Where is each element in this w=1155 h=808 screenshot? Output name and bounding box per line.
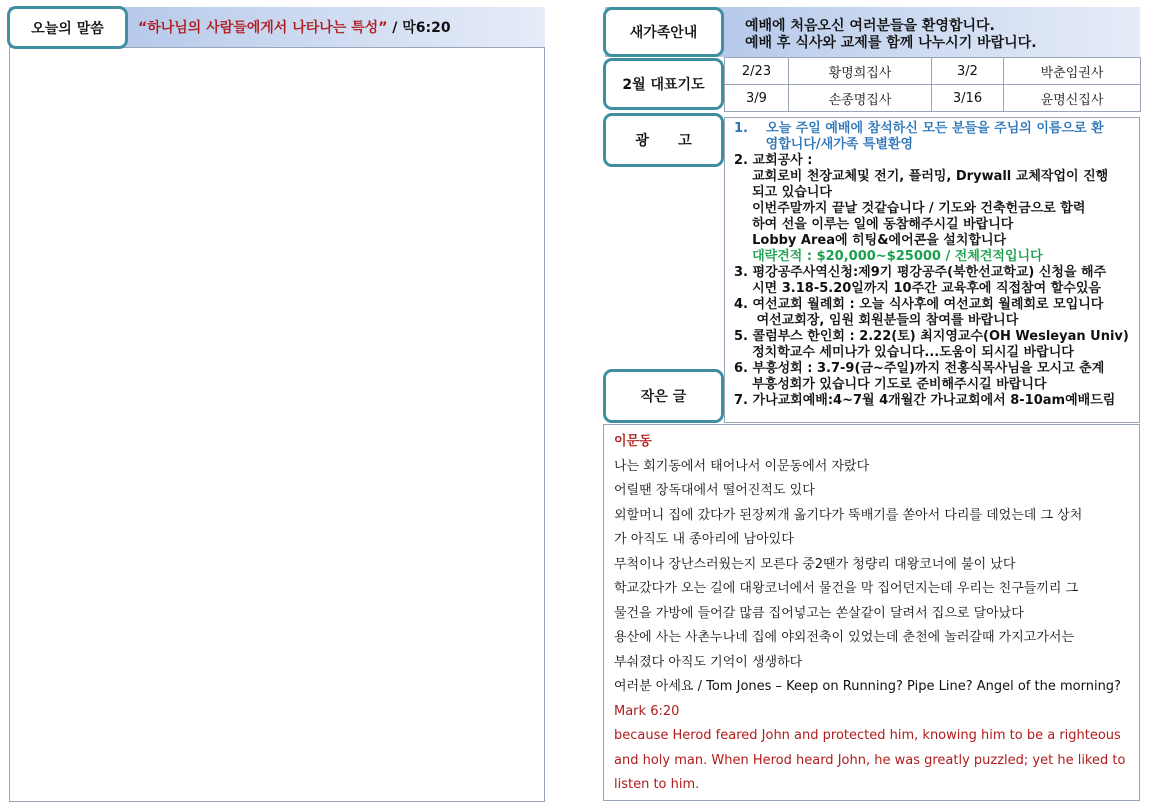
announcements-list xyxy=(734,121,1138,409)
essay-line: 나는 회기동에서 태어나서 이문동에서 자랐다 xyxy=(614,458,870,474)
announcement-line: 하여 선을 이루는 일에 동참해주시길 바랍니다 xyxy=(734,217,1014,232)
announcement-line: 5. 콜럼부스 한인회 : 2.22(토) 최지영교수(OH Wesleyan Univ) xyxy=(734,329,1129,344)
prayer-schedule-table xyxy=(724,57,1141,112)
announcement-line: 이번주말까지 끝날 것같습니다 / 기도와 건축헌금으로 합력 xyxy=(734,201,1086,216)
table-row xyxy=(725,85,1141,112)
tab-announcements-label: 광 고 xyxy=(635,133,692,149)
verse-reference: / 막6:20 xyxy=(387,20,451,36)
announcement-line: 7. 가나교회예배:4~7월 4개월간 가나교회에서 8-10am예배드림 xyxy=(734,393,1116,408)
essay-title: 이문동 xyxy=(614,434,652,449)
prayer-date: 3/16 xyxy=(932,85,1004,112)
verse-quote: “하나님의 사람들에게서 나타나는 특성” xyxy=(138,20,388,36)
essay-line: 학교갔다가 오는 길에 대왕코너에서 물건을 막 집어던지는데 우리는 친구들끼리 그 xyxy=(614,581,1079,596)
essay-line: 가 아직도 내 종아리에 남아있다 xyxy=(614,532,794,547)
prayer-leader: 박춘임권사 xyxy=(1004,58,1141,85)
sermon-notes-area xyxy=(9,47,545,802)
tab-todays-word-label: 오늘의 말씀 xyxy=(31,20,104,37)
essay-line: Mark 6:20 xyxy=(614,703,680,719)
tab-prayer-schedule-label: 2월 대표기도 xyxy=(622,77,705,93)
announcement-line: 정치학교수 세미나가 있습니다...도움이 되시길 바랍니다 xyxy=(734,345,1074,360)
essay-line: 외할머니 집에 갔다가 된장찌개 옮기다가 뚝배기를 쏟아서 다리를 데었는데 그 상처 xyxy=(614,507,1083,523)
essay-line: and holy man. When Herod heard John, he was greatly puzzled; yet he liked to xyxy=(614,752,1126,768)
essay-text xyxy=(614,430,1134,798)
announcement-line: 대략견적 : $20,000~$25000 / 전체견적입니다 xyxy=(734,249,1043,264)
announcement-line: Lobby Area에 히팅&에어콘을 설치합니다 xyxy=(734,233,1007,248)
tab-short-essay xyxy=(603,369,724,423)
announcement-line: 부흥성회가 있습니다 기도로 준비해주시길 바랍니다 xyxy=(734,377,1047,392)
tab-prayer-schedule xyxy=(603,58,724,110)
essay-line: 부숴졌다 아직도 기억이 생생하다 xyxy=(614,654,803,670)
essay-line: 여러분 아세요 / Tom Jones – Keep on Running? Pipe Line? Angel of the morning? xyxy=(614,679,1121,694)
announcement-line: 교회로비 천장교체및 전기, 플러밍, Drywall 교체작업이 진행 xyxy=(734,169,1109,184)
tab-short-essay-label: 작은 글 xyxy=(640,389,687,405)
tab-new-family xyxy=(603,7,724,57)
essay-line: 무척이나 장난스러웠는지 모른다 중2땐가 청량리 대왕코너에 불이 났다 xyxy=(614,556,1016,572)
essay-line: because Herod feared John and protected him, knowing him to be a righteous xyxy=(614,728,1121,743)
prayer-date: 3/2 xyxy=(932,58,1004,85)
essay-line: listen to him. xyxy=(614,777,700,792)
verse-title xyxy=(138,17,451,37)
tab-todays-word xyxy=(7,6,128,49)
prayer-leader: 황명희집사 xyxy=(789,58,932,85)
announcement-line: 영합니다/새가족 특별환영 xyxy=(734,137,914,152)
announcement-line: 6. 부흥성회 : 3.7-9(금~주일)까지 전홍식목사님을 모시고 춘계 xyxy=(734,361,1105,376)
announcement-line: 여선교회장, 임원 회원분들의 참여를 바랍니다 xyxy=(734,313,1019,328)
announcement-line: 되고 있습니다 xyxy=(734,185,832,200)
announcement-line: 2. 교회공사 : xyxy=(734,153,813,168)
announcement-line: 시면 3.18-5.20일까지 10주간 교육후에 직접참여 할수있음 xyxy=(734,281,1101,296)
announcement-line: 4. 여선교회 월례회 : 오늘 식사후에 여선교회 월례회로 모입니다 xyxy=(734,297,1104,312)
tab-announcements xyxy=(603,113,724,167)
prayer-leader: 손종명집사 xyxy=(789,85,932,112)
announcement-line: 1. 오늘 주일 예배에 참석하신 모든 분들을 주님의 이름으로 환 xyxy=(734,121,1104,136)
table-row xyxy=(725,58,1141,85)
prayer-leader: 윤명신집사 xyxy=(1004,85,1141,112)
welcome-line-1: 예배에 처음오신 여러분들을 환영합니다. xyxy=(745,18,995,34)
prayer-date: 2/23 xyxy=(725,58,789,85)
welcome-line-2: 예배 후 식사와 교제를 함께 나누시기 바랍니다. xyxy=(745,35,1037,51)
tab-new-family-label: 새가족안내 xyxy=(629,25,698,41)
essay-line: 어릴땐 장독대에서 떨어진적도 있다 xyxy=(614,483,815,498)
essay-line: 용산에 사는 사촌누나네 집에 야외전축이 있었는데 춘천에 놀러갈때 가지고가서는 xyxy=(614,630,1075,645)
prayer-date: 3/9 xyxy=(725,85,789,112)
announcement-line: 3. 평강공주사역신청:제9기 평강공주(북한선교학교) 신청을 해주 xyxy=(734,265,1107,280)
essay-line: 물건을 가방에 들어갈 많큼 집어넣고는 쏜살같이 달려서 집으로 달아났다 xyxy=(614,605,1024,621)
